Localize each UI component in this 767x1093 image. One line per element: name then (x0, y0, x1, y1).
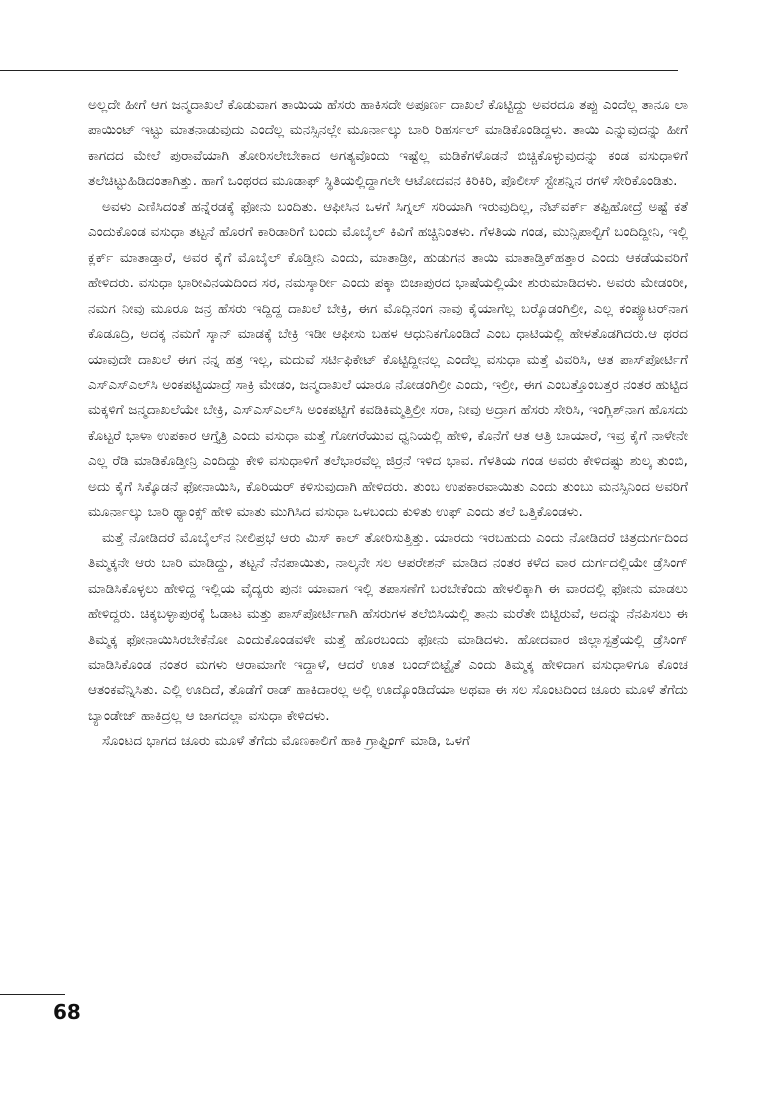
top-rule (0, 70, 678, 71)
body-text (88, 93, 688, 755)
page-number: 68 (53, 1000, 81, 1024)
bottom-rule (0, 994, 65, 995)
paragraph-1: ಅಲ್ಲದೇ ಹೀಗೆ ಆಗ ಜನ್ಮದಾಖಲೆ ಕೊಡುವಾಗ ತಾಯಿಯ ಹೆಸರು ಹಾಕಿಸದೇ ಅಪೂರ್ಣ ದಾಖಲೆ ಕೊಟ್ಟಿದ್ದು ಅವರದೂ ತಪ್ಪು ಎಂದೆಲ್ಲ ತಾನೂ ಲಾ ಪಾಯಿಂಟ್ ಇಟ್ಟು ಮಾತನಾಡುವುದು ಎಂದೆಲ್ಲ ಮನಸ್ಸಿನಲ್ಲೇ ಮೂರ್ನಾಲ್ಕು ಬಾರಿ ರಿಹರ್ಸಲ್ ಮಾಡಿಕೊಂಡಿದ್ದಳು. ತಾಯಿ ಎನ್ನುವುದನ್ನು ಹೀಗೆ ಕಾಗದದ ಮೇಲೆ ಪುರಾವೆಯಾಗಿ ತೋರಿಸಲೇಬೇಕಾದ ಅಗತ್ಯವೊಂದು ಇಷ್ಟೆಲ್ಲ ಮಡಿಕೆಗಳೊಡನೆ ಬಿಚ್ಚಿಕೊಳ್ಳುವುದನ್ನು ಕಂಡ ವಸುಧಾಳಿಗೆ ತಲೆಚಿಟ್ಟುಹಿಡಿದಂತಾಗಿತ್ತು. ಹಾಗೆ ಒಂಥರದ ಮೂಡಾಫ್ ಸ್ಥಿತಿಯಲ್ಲಿದ್ದಾಗಲೇ ಆಟೋದವನ ಕಿರಿಕಿರಿ, ಪೊಲೀಸ್ ಸ್ಟೇಶನ್ನಿನ ರಗಳೆ ಸೇರಿಕೊಂಡಿತು. (88, 97, 688, 190)
paragraph-4: ಸೊಂಟದ ಭಾಗದ ಚೂರು ಮೂಳೆ ತೆಗೆದು ಮೊಣಕಾಲಿಗೆ ಹಾಕಿ ಗ್ರಾಫ್ಟಿಂಗ್ ಮಾಡಿ, ಒಳಗೆ (102, 733, 470, 750)
paragraph-2: ಅವಳು ಎಣಿಸಿದಂತೆ ಹನ್ನೆರಡಕ್ಕೆ ಫೋನು ಬಂದಿತು. ಆಫೀಸಿನ ಒಳಗೆ ಸಿಗ್ನಲ್ ಸರಿಯಾಗಿ ಇರುವುದಿಲ್ಲ, ನೆಟ್‌ವರ್ಕ್ ತಪ್ಪಿಹೋದ್ರೆ ಅಷ್ಟೆ ಕತೆ ಎಂದುಕೊಂಡ ವಸುಧಾ ತಟ್ಟನೆ ಹೊರಗೆ ಕಾರಿಡಾರಿಗೆ ಬಂದು ಮೊಬೈಲ್ ಕಿವಿಗೆ ಹಚ್ಚಿನಿಂತಳು. ಗೆಳತಿಯ ಗಂಡ, ಮುನ್ಸಿಪಾಲ್ಟಿಗೆ ಬಂದಿದ್ದೀನಿ, ಇಲ್ಲಿ ಕ್ಲರ್ಕ್ ಮಾತಾಡ್ತಾರೆ, ಅವರ ಕೈಗೆ ಮೊಬೈಲ್ ಕೊಡ್ತೀನಿ ಎಂದು, ಮಾತಾಡ್ರೀ, ಹುಡುಗನ ತಾಯಿ ಮಾತಾಡ್ತಿಕ್‌ಹತ್ತಾರ ಎಂದು ಆಕಡೆಯವರಿಗೆ ಹೇಳಿದರು. ವಸುಧಾ ಭಾರೀವಿನಯದಿಂದ ಸರ, ನಮಸ್ಕಾರ್ರೀ ಎಂದು ಪಕ್ಕಾ ಬಿಜಾಪುರದ ಭಾಷೆಯಲ್ಲಿಯೇ ಶುರುಮಾಡಿದಳು. ಅವರು ಮೇಡಂರೀ, ನಮಗ ನೀವು ಮೂರೂ ಜನ್ರ ಹೆಸರು ಇದ್ದಿದ್ದ ದಾಖಲೆ ಬೇಕ್ರಿ, ಈಗ ಮೊದ್ಲಿನಂಗ ನಾವು ಕೈಯಾಗೆಲ್ಲ ಬರ್‍ಕೊಡಂಗಿಲ್ರೀ, ಎಲ್ಲ ಕಂಪ್ಯೂಟರ್‌ನಾಗ ಕೊಡೂದ್ರಿ, ಅದಕ್ಕ ನಮಗೆ ಸ್ಕಾನ್ ಮಾಡಕ್ಕೆ ಬೇಕ್ರಿ ಇಡೀ ಆಫೀಸು ಬಹಳ ಆಧುನಿಕಗೊಂಡಿದೆ ಎಂಬ ಧಾಟಿಯಲ್ಲಿ ಹೇಳತೊಡಗಿದರು.ಆ ಥರದ ಯಾವುದೇ ದಾಖಲೆ ಈಗ ನನ್ನ ಹತ್ರ ಇಲ್ಲ, ಮದುವೆ ಸರ್ಟಿಫಿಕೇಟ್ ಕೊಟ್ಟಿದ್ದೀನಲ್ಲ ಎಂದೆಲ್ಲ ವಸುಧಾ ಮತ್ತೆ ವಿವರಿಸಿ, ಆತ ಪಾಸ್‌ಪೋರ್ಟಿಗೆ ಎಸ್‌ಎಸ್‌ಎಲ್‌ಸಿ ಅಂಕಪಟ್ಟಿಯಾದ್ರೆ ಸಾಕ್ರಿ ಮೇಡಂ, ಜನ್ಮದಾಖಲೆ ಯಾರೂ ನೋಡಂಗಿಲ್ರೀ ಎಂದು, ಇಲ್ರೀ, ಈಗ ಎಂಬತ್ತೊಂಬತ್ತರ ನಂತರ ಹುಟ್ಟಿದ ಮಕ್ಕಳಿಗೆ ಜನ್ಮದಾಖಲೆಯೇ ಬೇಕ್ರಿ, ಎಸ್‌ಎಸ್‌ಎಲ್‌ಸಿ ಅಂಕಪಟ್ಟಿಗೆ ಕವಡಿಕಿಮ್ಮತ್ತಿಲ್ರೀ ಸರಾ, ನೀವು ಅದ್ರಾಗ ಹೆಸರು ಸೇರಿಸಿ, ಇಂಗ್ಲಿಶ್‌ನಾಗ ಹೊಸದು ಕೊಟ್ಟರೆ ಭಾಳಾ ಉಪಕಾರ ಆಗ್ತೈತ್ರಿ ಎಂದು ವಸುಧಾ ಮತ್ತೆ ಗೋಗರೆಯುವ ಧ್ವನಿಯಲ್ಲಿ ಹೇಳಿ, ಕೊನೆಗೆ ಆತ ಆತ್ರಿ ಬಾಯಾರೆ, ಇವ್ರ ಕೈಗೆ ನಾಳೇನೇ ಎಲ್ಲ ರೆಡಿ ಮಾಡಿಕೊಡ್ತೀನ್ರಿ ಎಂದಿದ್ದು ಕೇಳಿ ವಸುಧಾಳಿಗೆ ತಲೆಭಾರವೆಲ್ಲ ಜಿರ್ರನೆ ಇಳಿದ ಭಾವ. ಗೆಳತಿಯ ಗಂಡ ಅವರು ಕೇಳಿದಷ್ಟು ಶುಲ್ಕ ತುಂಬಿ, ಅದು ಕೈಗೆ ಸಿಕ್ಕೊಡನೆ ಫೋನಾಯಿಸಿ, ಕೊರಿಯರ್ ಕಳಿಸುವುದಾಗಿ ಹೇಳಿದರು. ತುಂಬ ಉಪಕಾರವಾಯಿತು ಎಂದು ತುಂಬು ಮನಸ್ಸಿನಿಂದ ಅವರಿಗೆ ಮೂರ್ನಾಲ್ಕು ಬಾರಿ ಥ್ಯಾಂಕ್ಸ್ ಹೇಳಿ ಮಾತು ಮುಗಿಸಿದ ವಸುಧಾ ಒಳಬಂದು ಕುಳಿತು ಉಫ್ ಎಂದು ತಲೆ ಒತ್ತಿಕೊಂಡಳು. (88, 198, 688, 521)
paragraph-3: ಮತ್ತೆ ನೋಡಿದರೆ ಮೊಬೈಲ್‌ನ ನೀಲಿಪ್ರಭೆ ಆರು ಮಿಸ್ ಕಾಲ್ ತೋರಿಸುತ್ತಿತ್ತು. ಯಾರದು ಇರಬಹುದು ಎಂದು ನೋಡಿದರೆ ಚಿತ್ರದುರ್ಗದಿಂದ ತಿಮ್ಮಕ್ಕನೇ ಆರು ಬಾರಿ ಮಾಡಿದ್ದು, ತಟ್ಟನೆ ನೆನಪಾಯಿತು, ನಾಲ್ಕನೇ ಸಲ ಆಪರೇಶನ್ ಮಾಡಿದ ನಂತರ ಕಳೆದ ವಾರ ದುರ್ಗದಲ್ಲಿಯೇ ಡ್ರೆಸಿಂಗ್ ಮಾಡಿಸಿಕೊಳ್ಳಲು ಹೇಳಿದ್ದ ಇಲ್ಲಿಯ ವೈದ್ಯರು ಪುನಃ ಯಾವಾಗ ಇಲ್ಲಿ ತಪಾಸಣೆಗೆ ಬರಬೇಕೆಂದು ಹೇಳಲಿಕ್ಕಾಗಿ ಈ ವಾರದಲ್ಲಿ ಫೋನು ಮಾಡಲು ಹೇಳಿದ್ದರು. ಚಿಕ್ಕಬಳ್ಳಾಪುರಕ್ಕೆ ಓಡಾಟ ಮತ್ತು ಪಾಸ್‌ಪೋರ್ಟಿಗಾಗಿ ಹೆಸರುಗಳ ತಲೆಬಿಸಿಯಲ್ಲಿ ತಾನು ಮರೆತೇ ಬಿಟ್ಟಿರುವೆ, ಅದನ್ನು ನೆನಪಿಸಲು ಈ ತಿಮ್ಮಕ್ಕ ಫೋನಾಯಿಸಿರಬೇಕೆನೋ ಎಂದುಕೊಂಡವಳೇ ಮತ್ತೆ ಹೊರಬಂದು ಫೋನು ಮಾಡಿದಳು. ಹೋದವಾರ ಜಿಲ್ಲಾಸ್ಪತ್ರೆಯಲ್ಲಿ ಡ್ರೆಸಿಂಗ್ ಮಾಡಿಸಿಕೊಂಡ ನಂತರ ಮಗಳು ಆರಾಮಾಗೇ ಇದ್ದಾಳೆ, ಆದರೆ ಊತ ಬಂದ್‌ಬಿಟ್ಟೈತೆ ಎಂದು ತಿಮ್ಮಕ್ಕ ಹೇಳಿದಾಗ ವಸುಧಾಳಿಗೂ ಕೊಂಚ ಆತಂಕವೆನ್ನಿಸಿತು. ಎಲ್ಲಿ ಊದಿದೆ, ತೊಡೆಗೆ ರಾಡ್ ಹಾಕಿದಾರಲ್ಲ ಅಲ್ಲಿ ಊದ್ಕೊಂಡಿದೆಯಾ ಅಥವಾ ಈ ಸಲ ಸೊಂಟದಿಂದ ಚೂರು ಮೂಳೆ ತೆಗೆದು ಬ್ಯಾಂಡೇಜ್ ಹಾಕಿದ್ರಲ್ಲ ಆ ಜಾಗದಲ್ಲಾ ವಸುಧಾ ಕೇಳಿದಳು. (88, 529, 688, 724)
